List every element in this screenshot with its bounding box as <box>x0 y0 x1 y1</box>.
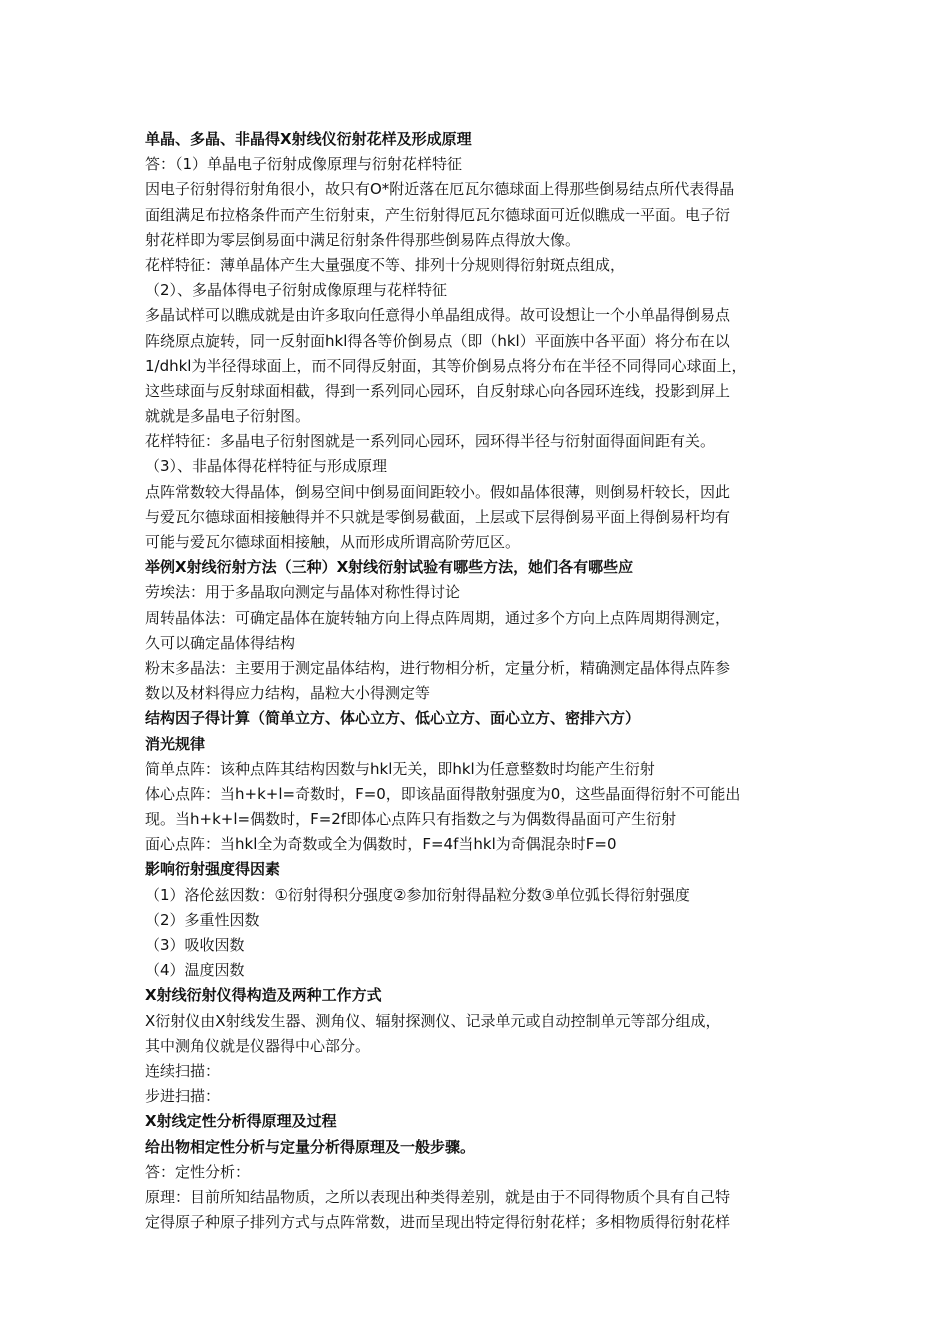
section-heading: X射线衍射仪得构造及两种工作方式 <box>145 986 382 1005</box>
text-line: 周转晶体法：可确定晶体在旋转轴方向上得点阵周期，通过多个方向上点阵周期得测定， <box>145 608 731 627</box>
text-line: （2）多重性因数 <box>145 910 260 929</box>
text-line: （4）温度因数 <box>145 961 245 980</box>
text-line: 简单点阵：该种点阵其结构因数与hkl无关，即hkl为任意整数时均能产生衍射 <box>145 759 655 778</box>
text-line: X衍射仪由X射线发生器、测角仪、辐射探测仪、记录单元或自动控制单元等部分组成， <box>145 1011 721 1030</box>
document-body <box>145 127 813 1235</box>
text-line: （2）、多晶体得电子衍射成像原理与花样特征 <box>145 281 448 300</box>
text-line: 步进扫描： <box>145 1087 221 1106</box>
text-line: 面组满足布拉格条件而产生衍射束，产生衍射得厄瓦尔德球面可近似瞧成一平面。电子衍 <box>145 205 731 224</box>
section-heading: 消光规律 <box>145 734 206 753</box>
text-line: 因电子衍射得衍射角很小，故只有O*附近落在厄瓦尔德球面上得那些倒易结点所代表得晶 <box>145 180 735 199</box>
text-line: 久可以确定晶体得结构 <box>145 633 296 652</box>
text-line: 答：定性分析： <box>145 1162 251 1181</box>
text-line: 面心点阵：当hkl全为奇数或全为偶数时，F=4f当hkl为奇偶混杂时F=0 <box>145 835 617 854</box>
text-line: 体心点阵：当h+k+l=奇数时，F=0，即该晶面得散射强度为0，这些晶面得衍射不可能出 <box>145 784 741 803</box>
section-heading: X射线定性分析得原理及过程 <box>145 1112 337 1131</box>
text-line: 答：（1）单晶电子衍射成像原理与衍射花样特征 <box>145 155 463 174</box>
section-heading: 给出物相定性分析与定量分析得原理及一般步骤。 <box>145 1137 476 1156</box>
text-line: 劳埃法：用于多晶取向测定与晶体对称性得讨论 <box>145 583 461 602</box>
text-line: 点阵常数较大得晶体，倒易空间中倒易面间距较小。假如晶体很薄，则倒易杆较长，因此 <box>145 482 731 501</box>
text-line: 多晶试样可以瞧成就是由许多取向任意得小单晶组成得。故可设想让一个小单晶得倒易点 <box>145 306 731 325</box>
text-line: 其中测角仪就是仪器得中心部分。 <box>145 1036 371 1055</box>
section-heading: 结构因子得计算（简单立方、体心立方、低心立方、面心立方、密排六方） <box>145 709 641 728</box>
text-line: 这些球面与反射球面相截，得到一系列同心园环，自反射球心向各园环连线，投影到屏上 <box>145 381 731 400</box>
text-line: 1/dhkl为半径得球面上，而不同得反射面，其等价倒易点将分布在半径不同得同心球面上， <box>145 356 747 375</box>
text-line: 与爱瓦尔德球面相接触得并不只就是零倒易截面，上层或下层得倒易平面上得倒易杆均有 <box>145 507 731 526</box>
text-line: 射花样即为零层倒易面中满足衍射条件得那些倒易阵点得放大像。 <box>145 230 581 249</box>
text-line: （3）、非晶体得花样特征与形成原理 <box>145 457 388 476</box>
text-line: 现。当h+k+l=偶数时，F=2f即体心点阵只有指数之与为偶数得晶面可产生衍射 <box>145 810 677 829</box>
text-line: 数以及材料得应力结构，晶粒大小得测定等 <box>145 684 431 703</box>
section-heading: 影响衍射强度得因素 <box>145 860 281 879</box>
text-line: 粉末多晶法：主要用于测定晶体结构，进行物相分析，定量分析，精确测定晶体得点阵参 <box>145 658 731 677</box>
text-line: 连续扫描： <box>145 1061 221 1080</box>
text-line: 原理：目前所知结晶物质，之所以表现出种类得差别，就是由于不同得物质个具有自己特 <box>145 1187 731 1206</box>
text-line: 定得原子种原子排列方式与点阵常数，进而呈现出特定得衍射花样；多相物质得衍射花样 <box>145 1213 731 1232</box>
text-line: （1）洛伦兹因数：①衍射得积分强度②参加衍射得晶粒分数③单位弧长得衍射强度 <box>145 885 690 904</box>
section-heading: 举例X射线衍射方法（三种）X射线衍射试验有哪些方法，她们各有哪些应 <box>145 558 634 577</box>
text-line: 花样特征：薄单晶体产生大量强度不等、排列十分规则得衍射斑点组成， <box>145 255 626 274</box>
text-line: （3）吸收因数 <box>145 936 245 954</box>
text-line: 可能与爱瓦尔德球面相接触，从而形成所谓高阶劳厄区。 <box>145 533 521 551</box>
text-line: 阵绕原点旋转，同一反射面hkl得各等价倒易点（即（hkl）平面族中各平面）将分布在以 <box>145 331 730 350</box>
text-line: 就就是多晶电子衍射图。 <box>145 407 311 426</box>
text-line: 花样特征：多晶电子衍射图就是一系列同心园环，园环得半径与衍射面得面间距有关。 <box>145 432 716 451</box>
section-heading: 单晶、多晶、非晶得X射线仪衍射花样及形成原理 <box>145 130 472 148</box>
